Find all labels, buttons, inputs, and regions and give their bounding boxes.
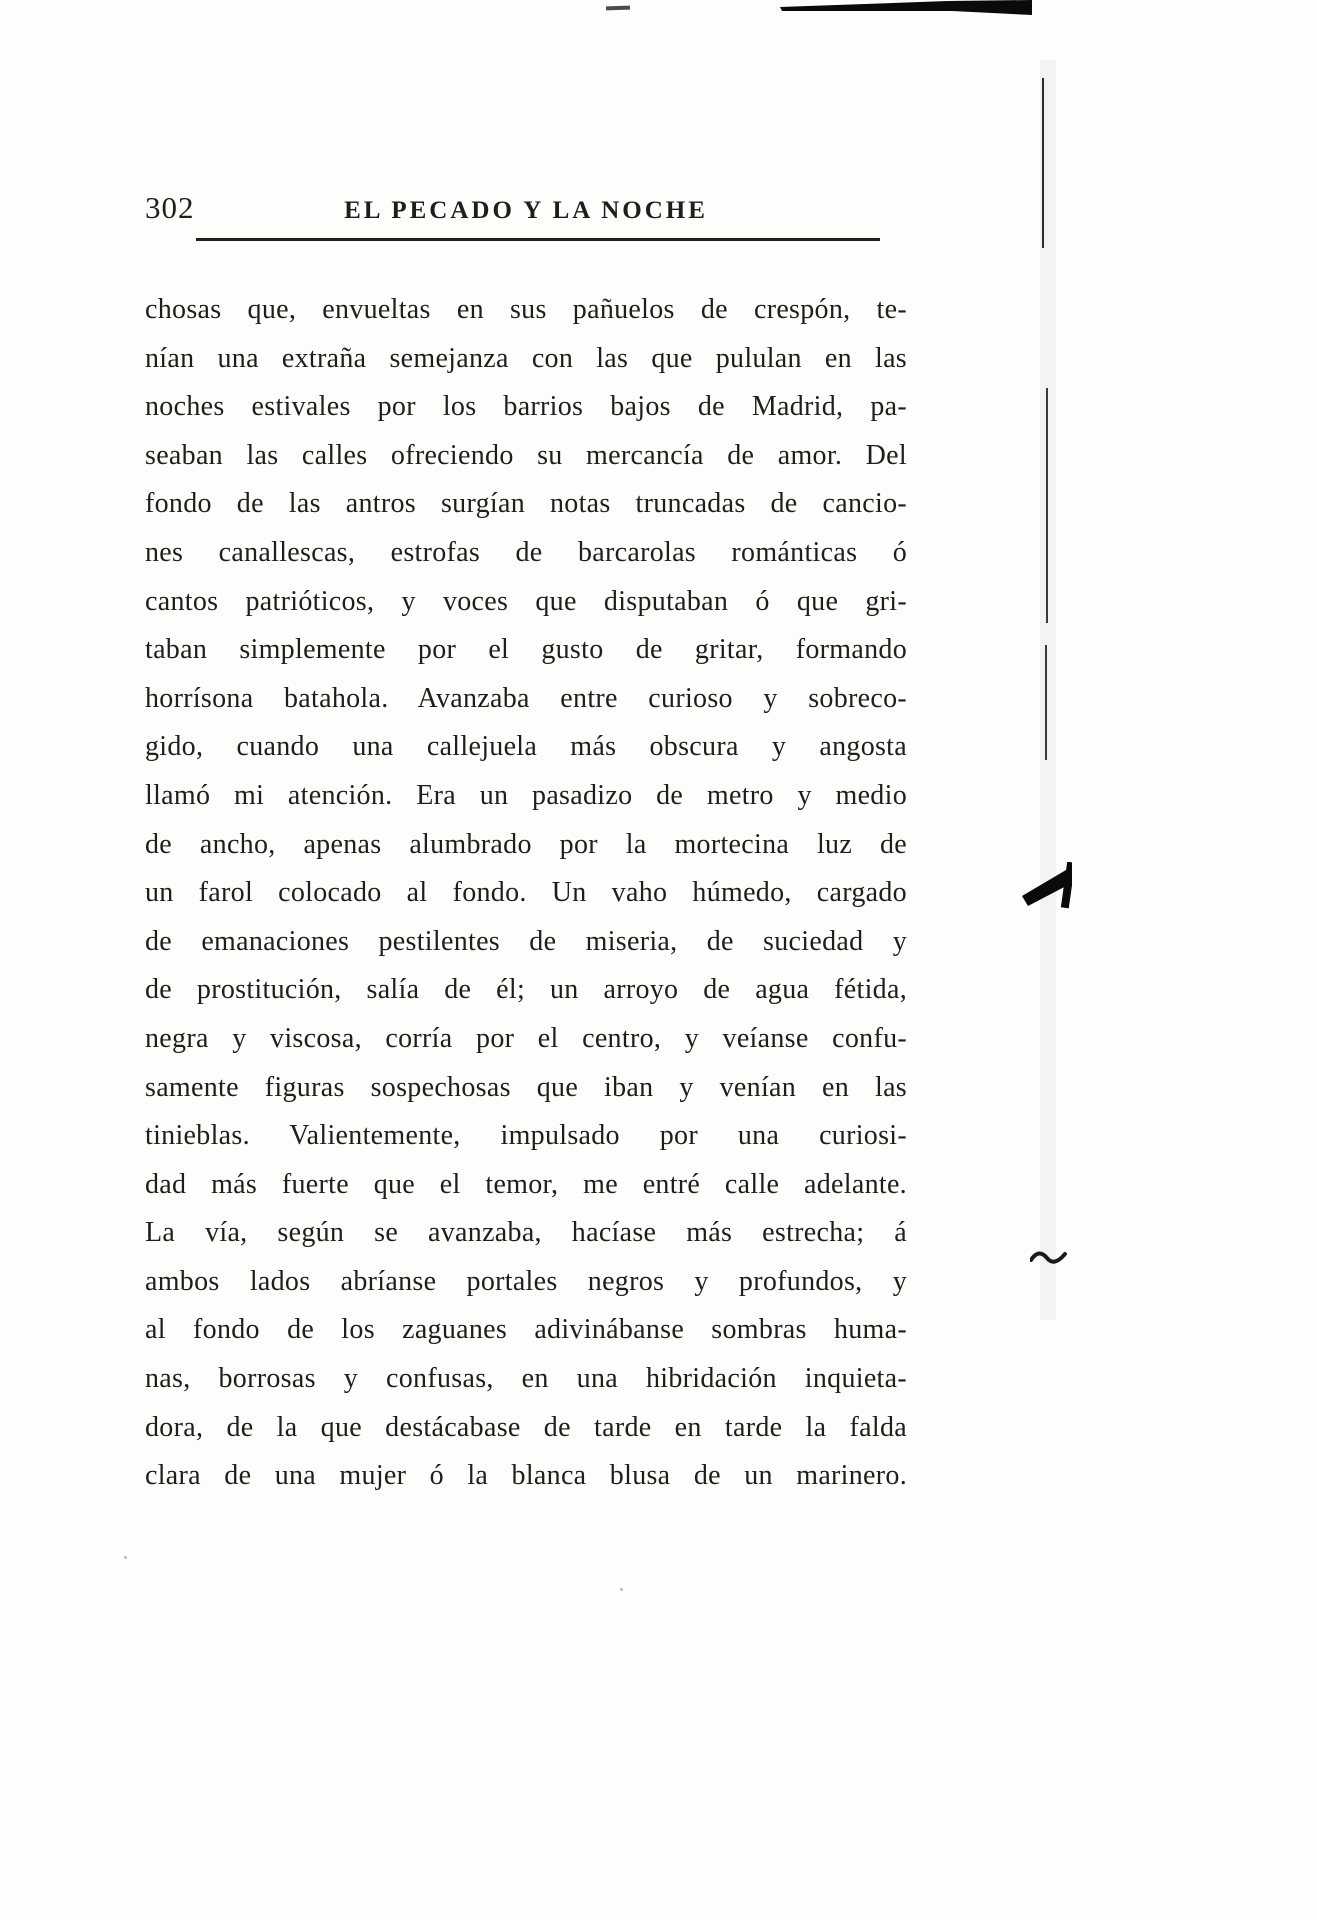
text-line: llamó mi atención. Era un pasadizo de metro y medio (145, 779, 907, 811)
text-line: taban simplemente por el gusto de gritar, formando (145, 634, 907, 666)
text-line: de prostitución, salía de él; un arroyo de agua fétida, (145, 974, 907, 1006)
text-line: dad más fuerte que el temor, me entré calle adelante. (145, 1168, 907, 1200)
text-line: gido, cuando una callejuela más obscura y angosta (145, 731, 907, 763)
scan-artifact-margin-line (1046, 388, 1048, 623)
text-line: un farol colocado al fondo. Un vaho húmedo, cargado (145, 877, 907, 909)
page-edge-shadow (1040, 60, 1056, 1320)
header-rule (196, 238, 880, 241)
text-line: cantos patrióticos, y voces que disputaban ó que gri- (145, 585, 907, 617)
scan-artifact-top-streak (780, 0, 1032, 16)
text-line: clara de una mujer ó la blanca blusa de un marinero. (145, 1460, 907, 1492)
scan-artifact-top-dash (606, 6, 630, 11)
text-line: nas, borrosas y confusas, en una hibridación inquieta- (145, 1363, 907, 1395)
scan-artifact-margin-line (1042, 78, 1044, 248)
text-line: de ancho, apenas alumbrado por la mortecina luz de (145, 828, 907, 860)
scan-artifact-margin-line (1045, 645, 1047, 760)
text-line: samente figuras sospechosas que iban y venían en las (145, 1071, 907, 1103)
scan-dust-speck (124, 1556, 127, 1559)
text-line: noches estivales por los barrios bajos de Madrid, pa- (145, 391, 907, 423)
text-line: horrísona batahola. Avanzaba entre curioso y sobreco- (145, 682, 907, 714)
body-text (145, 286, 907, 1501)
scan-artifact-margin-squiggle (1030, 1248, 1068, 1268)
running-title: EL PECADO Y LA NOCHE (344, 197, 708, 224)
text-line: fondo de las antros surgían notas truncadas de cancio- (145, 488, 907, 520)
text-line: negra y viscosa, corría por el centro, y veíanse confu- (145, 1022, 907, 1054)
text-line: chosas que, envueltas en sus pañuelos de crespón, te- (145, 294, 907, 325)
text-line: ambos lados abríanse portales negros y profundos, y (145, 1265, 907, 1297)
text-line: nían una extraña semejanza con las que pululan en las (145, 342, 907, 374)
scan-artifact-margin-wedge (1022, 862, 1072, 918)
text-line: nes canallescas, estrofas de barcarolas románticas ó (145, 536, 907, 568)
page-number: 302 (145, 190, 195, 225)
text-line: tinieblas. Valientemente, impulsado por una curiosi- (145, 1120, 907, 1152)
text-line: de emanaciones pestilentes de miseria, de suciedad y (145, 925, 907, 957)
text-line: dora, de la que destácabase de tarde en tarde la falda (145, 1411, 907, 1443)
text-line: La vía, según se avanzaba, hacíase más estrecha; á (145, 1217, 907, 1249)
text-line: al fondo de los zaguanes adivinábanse sombras huma- (145, 1314, 907, 1346)
scan-dust-speck (620, 1588, 623, 1591)
text-line: seaban las calles ofreciendo su mercancía de amor. Del (145, 439, 907, 471)
